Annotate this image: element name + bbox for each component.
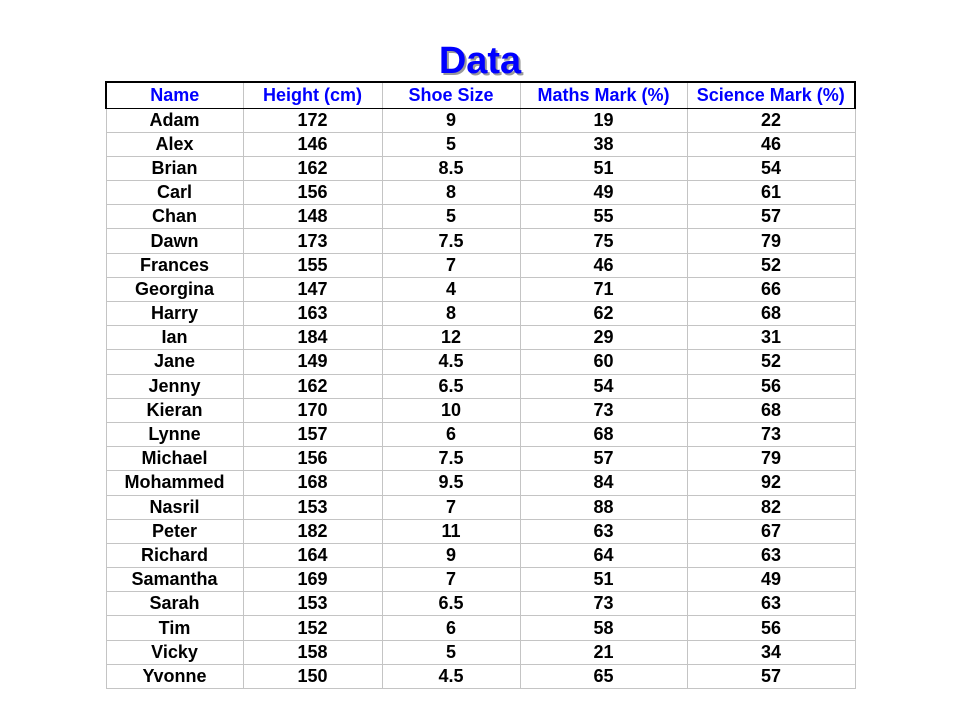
cell-science-mark: 68 (687, 302, 855, 326)
cell-name: Yvonne (106, 664, 243, 688)
cell-maths-mark: 84 (520, 471, 687, 495)
cell-height: 149 (243, 350, 382, 374)
cell-name: Harry (106, 302, 243, 326)
table-row (106, 132, 855, 156)
table-header-row (106, 82, 855, 108)
cell-maths-mark: 49 (520, 181, 687, 205)
table-row (106, 495, 855, 519)
cell-name: Nasril (106, 495, 243, 519)
cell-science-mark: 92 (687, 471, 855, 495)
cell-shoe-size: 9.5 (382, 471, 520, 495)
table-row (106, 592, 855, 616)
cell-shoe-size: 7 (382, 253, 520, 277)
cell-science-mark: 63 (687, 592, 855, 616)
cell-height: 147 (243, 277, 382, 301)
cell-name: Brian (106, 156, 243, 180)
cell-name: Samantha (106, 568, 243, 592)
table-row (106, 350, 855, 374)
table-row (106, 616, 855, 640)
cell-maths-mark: 64 (520, 543, 687, 567)
cell-height: 182 (243, 519, 382, 543)
cell-height: 163 (243, 302, 382, 326)
table-row (106, 568, 855, 592)
cell-maths-mark: 21 (520, 640, 687, 664)
cell-height: 168 (243, 471, 382, 495)
cell-maths-mark: 19 (520, 108, 687, 132)
cell-name: Peter (106, 519, 243, 543)
cell-shoe-size: 6.5 (382, 592, 520, 616)
cell-height: 158 (243, 640, 382, 664)
cell-shoe-size: 8 (382, 181, 520, 205)
cell-shoe-size: 6 (382, 616, 520, 640)
cell-name: Jenny (106, 374, 243, 398)
cell-name: Frances (106, 253, 243, 277)
cell-height: 150 (243, 664, 382, 688)
cell-height: 153 (243, 592, 382, 616)
cell-height: 146 (243, 132, 382, 156)
table-row (106, 471, 855, 495)
cell-science-mark: 57 (687, 205, 855, 229)
cell-shoe-size: 4.5 (382, 664, 520, 688)
cell-height: 173 (243, 229, 382, 253)
table-row (106, 277, 855, 301)
data-table (105, 81, 856, 689)
table-row (106, 326, 855, 350)
cell-maths-mark: 62 (520, 302, 687, 326)
cell-maths-mark: 55 (520, 205, 687, 229)
table-row (106, 640, 855, 664)
table-row (106, 108, 855, 132)
cell-shoe-size: 4 (382, 277, 520, 301)
cell-science-mark: 67 (687, 519, 855, 543)
cell-shoe-size: 5 (382, 132, 520, 156)
cell-shoe-size: 9 (382, 543, 520, 567)
cell-maths-mark: 58 (520, 616, 687, 640)
cell-science-mark: 57 (687, 664, 855, 688)
column-header-maths-mark: Maths Mark (%) (520, 82, 687, 108)
cell-height: 164 (243, 543, 382, 567)
cell-name: Richard (106, 543, 243, 567)
table-body (106, 108, 855, 689)
table-row (106, 253, 855, 277)
cell-name: Alex (106, 132, 243, 156)
cell-shoe-size: 7.5 (382, 229, 520, 253)
table-row (106, 205, 855, 229)
cell-height: 172 (243, 108, 382, 132)
table-row (106, 302, 855, 326)
cell-science-mark: 68 (687, 398, 855, 422)
cell-maths-mark: 71 (520, 277, 687, 301)
cell-science-mark: 49 (687, 568, 855, 592)
cell-shoe-size: 7 (382, 495, 520, 519)
cell-height: 156 (243, 181, 382, 205)
cell-height: 155 (243, 253, 382, 277)
cell-science-mark: 34 (687, 640, 855, 664)
cell-shoe-size: 11 (382, 519, 520, 543)
cell-name: Tim (106, 616, 243, 640)
cell-name: Lynne (106, 422, 243, 446)
cell-science-mark: 52 (687, 350, 855, 374)
cell-name: Ian (106, 326, 243, 350)
cell-height: 148 (243, 205, 382, 229)
cell-name: Jane (106, 350, 243, 374)
table-row (106, 519, 855, 543)
cell-shoe-size: 6 (382, 422, 520, 446)
cell-science-mark: 46 (687, 132, 855, 156)
cell-shoe-size: 5 (382, 640, 520, 664)
table-row (106, 447, 855, 471)
cell-maths-mark: 73 (520, 398, 687, 422)
cell-maths-mark: 51 (520, 156, 687, 180)
cell-maths-mark: 29 (520, 326, 687, 350)
cell-maths-mark: 60 (520, 350, 687, 374)
cell-maths-mark: 75 (520, 229, 687, 253)
cell-shoe-size: 7 (382, 568, 520, 592)
table-row (106, 398, 855, 422)
table-row (106, 543, 855, 567)
cell-height: 170 (243, 398, 382, 422)
cell-science-mark: 52 (687, 253, 855, 277)
cell-science-mark: 82 (687, 495, 855, 519)
cell-shoe-size: 10 (382, 398, 520, 422)
cell-maths-mark: 38 (520, 132, 687, 156)
cell-shoe-size: 4.5 (382, 350, 520, 374)
cell-maths-mark: 51 (520, 568, 687, 592)
cell-shoe-size: 8.5 (382, 156, 520, 180)
column-header-height: Height (cm) (243, 82, 382, 108)
cell-science-mark: 63 (687, 543, 855, 567)
cell-height: 152 (243, 616, 382, 640)
cell-name: Sarah (106, 592, 243, 616)
cell-maths-mark: 63 (520, 519, 687, 543)
cell-name: Vicky (106, 640, 243, 664)
cell-shoe-size: 9 (382, 108, 520, 132)
cell-science-mark: 56 (687, 374, 855, 398)
cell-height: 162 (243, 156, 382, 180)
cell-science-mark: 79 (687, 229, 855, 253)
column-header-name: Name (106, 82, 243, 108)
cell-height: 153 (243, 495, 382, 519)
page-title: Data (438, 40, 522, 82)
cell-science-mark: 22 (687, 108, 855, 132)
cell-shoe-size: 12 (382, 326, 520, 350)
cell-name: Carl (106, 181, 243, 205)
cell-science-mark: 56 (687, 616, 855, 640)
cell-science-mark: 31 (687, 326, 855, 350)
cell-shoe-size: 7.5 (382, 447, 520, 471)
cell-science-mark: 54 (687, 156, 855, 180)
table-row (106, 156, 855, 180)
table-row (106, 229, 855, 253)
cell-name: Georgina (106, 277, 243, 301)
cell-name: Adam (106, 108, 243, 132)
cell-name: Kieran (106, 398, 243, 422)
table-row (106, 181, 855, 205)
table-row (106, 422, 855, 446)
cell-maths-mark: 88 (520, 495, 687, 519)
cell-maths-mark: 46 (520, 253, 687, 277)
cell-science-mark: 79 (687, 447, 855, 471)
cell-height: 156 (243, 447, 382, 471)
cell-name: Chan (106, 205, 243, 229)
cell-height: 157 (243, 422, 382, 446)
cell-maths-mark: 57 (520, 447, 687, 471)
cell-science-mark: 61 (687, 181, 855, 205)
cell-name: Michael (106, 447, 243, 471)
cell-maths-mark: 68 (520, 422, 687, 446)
column-header-science-mark: Science Mark (%) (687, 82, 855, 108)
table-row (106, 664, 855, 688)
cell-shoe-size: 5 (382, 205, 520, 229)
cell-science-mark: 73 (687, 422, 855, 446)
cell-shoe-size: 6.5 (382, 374, 520, 398)
column-header-shoe-size: Shoe Size (382, 82, 520, 108)
cell-name: Mohammed (106, 471, 243, 495)
cell-height: 162 (243, 374, 382, 398)
cell-science-mark: 66 (687, 277, 855, 301)
table-row (106, 374, 855, 398)
cell-shoe-size: 8 (382, 302, 520, 326)
cell-height: 169 (243, 568, 382, 592)
cell-maths-mark: 73 (520, 592, 687, 616)
cell-name: Dawn (106, 229, 243, 253)
cell-maths-mark: 54 (520, 374, 687, 398)
cell-height: 184 (243, 326, 382, 350)
cell-maths-mark: 65 (520, 664, 687, 688)
